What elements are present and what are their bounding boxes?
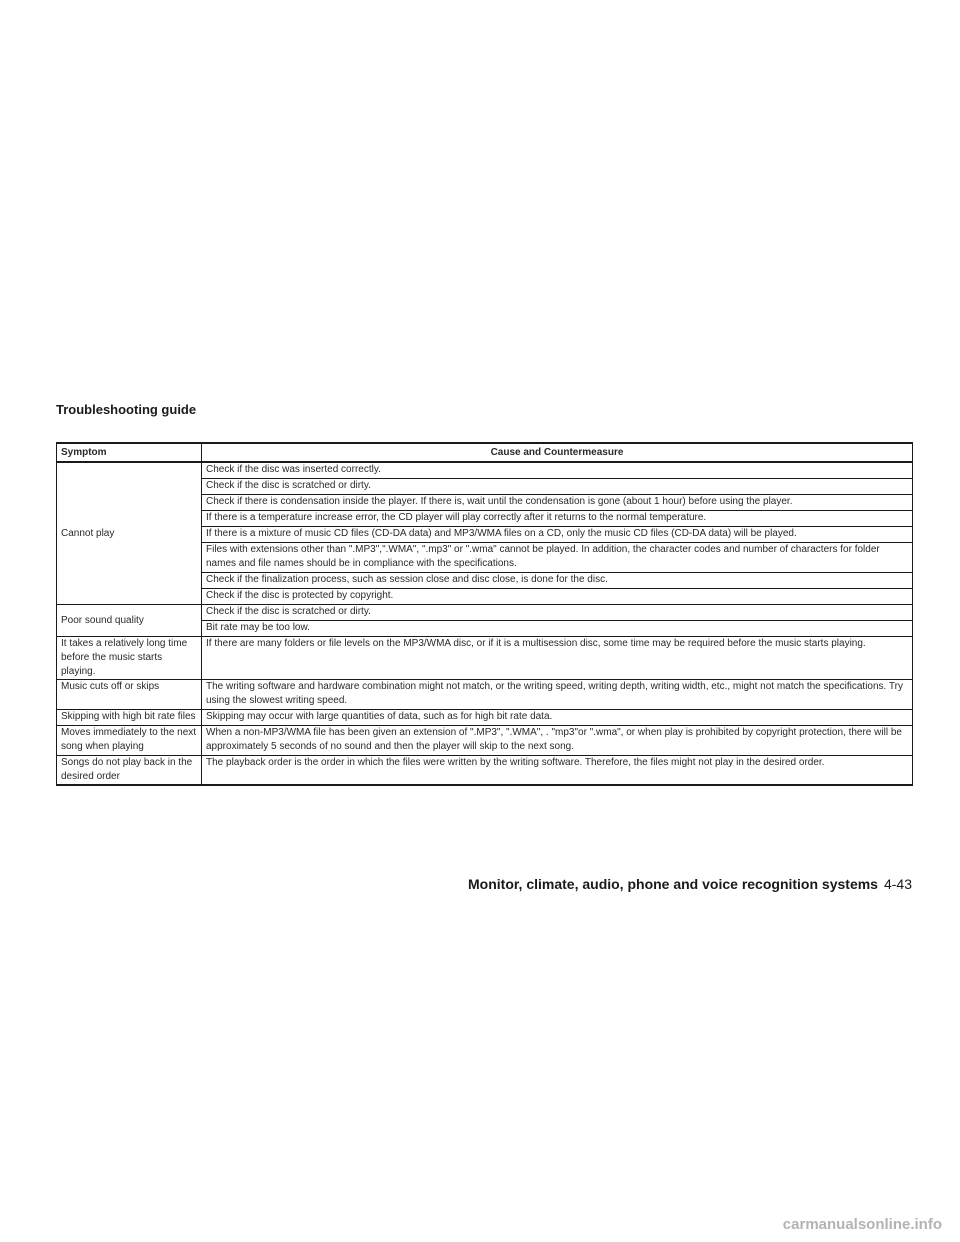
table-row (57, 680, 913, 710)
symptom-cell: Music cuts off or skips (57, 680, 202, 710)
symptom-cell: Cannot play (57, 462, 202, 605)
table-row (57, 637, 913, 680)
cause-cell: When a non-MP3/WMA file has been given an extension of ".MP3", ".WMA", . "mp3"or ".wma", or when play is prohibited by copyright protection, there will be approximately 5 seconds of no sound and then the player will skip to the next song. (202, 726, 913, 756)
cause-cell: Check if there is condensation inside the player. If there is, wait until the condensation is gone (about 1 hour) before using the player. (202, 495, 913, 511)
symptom-cell: Skipping with high bit rate files (57, 710, 202, 726)
table-row (57, 756, 913, 786)
cause-cell: If there are many folders or file levels on the MP3/WMA disc, or if it is a multisession disc, some time may be required before the music starts playing. (202, 637, 913, 680)
table-row (57, 605, 913, 621)
cause-cell: Check if the finalization process, such as session close and disc close, is done for the disc. (202, 573, 913, 589)
table-body (57, 462, 913, 785)
footer-title: Monitor, climate, audio, phone and voice recognition systems (468, 876, 878, 892)
cause-cell: Bit rate may be too low. (202, 621, 913, 637)
cause-cell: Check if the disc was inserted correctly. (202, 462, 913, 479)
cause-cell: If there is a temperature increase error, the CD player will play correctly after it returns to the normal temperature. (202, 511, 913, 527)
cause-cell: Check if the disc is scratched or dirty. (202, 605, 913, 621)
troubleshooting-table (56, 442, 913, 786)
table-row (57, 462, 913, 479)
table-row (57, 710, 913, 726)
symptom-cell: Songs do not play back in the desired order (57, 756, 202, 786)
cause-cell: Skipping may occur with large quantities of data, such as for high bit rate data. (202, 710, 913, 726)
cause-cell: Check if the disc is scratched or dirty. (202, 479, 913, 495)
page-number: 4-43 (883, 876, 912, 892)
cause-cell: Check if the disc is protected by copyright. (202, 589, 913, 605)
page-footer (468, 876, 912, 892)
cause-cell: Files with extensions other than ".MP3",".WMA", ".mp3" or ".wma" cannot be played. In addition, the character codes and number of characters for folder names and file names should be in compliance with the specifications. (202, 543, 913, 573)
cause-cell: If there is a mixture of music CD files (CD-DA data) and MP3/WMA files on a CD, only the music CD files (CD-DA data) will be played. (202, 527, 913, 543)
symptom-cell: It takes a relatively long time before the music starts playing. (57, 637, 202, 680)
symptom-cell: Moves immediately to the next song when playing (57, 726, 202, 756)
cause-column-header: Cause and Countermeasure (202, 443, 913, 462)
cause-cell: The writing software and hardware combination might not match, or the writing speed, writing depth, writing width, etc., might not match the specifications. Try using the slowest writing speed. (202, 680, 913, 710)
section-title: Troubleshooting guide (56, 402, 197, 417)
symptom-column-header: Symptom (57, 443, 202, 462)
table-header-row (57, 443, 913, 462)
cause-cell: The playback order is the order in which the files were written by the writing software. Therefore, the files might not play in the desired order. (202, 756, 913, 786)
watermark: carmanualsonline.info (782, 1216, 942, 1233)
table-row (57, 726, 913, 756)
symptom-cell: Poor sound quality (57, 605, 202, 637)
